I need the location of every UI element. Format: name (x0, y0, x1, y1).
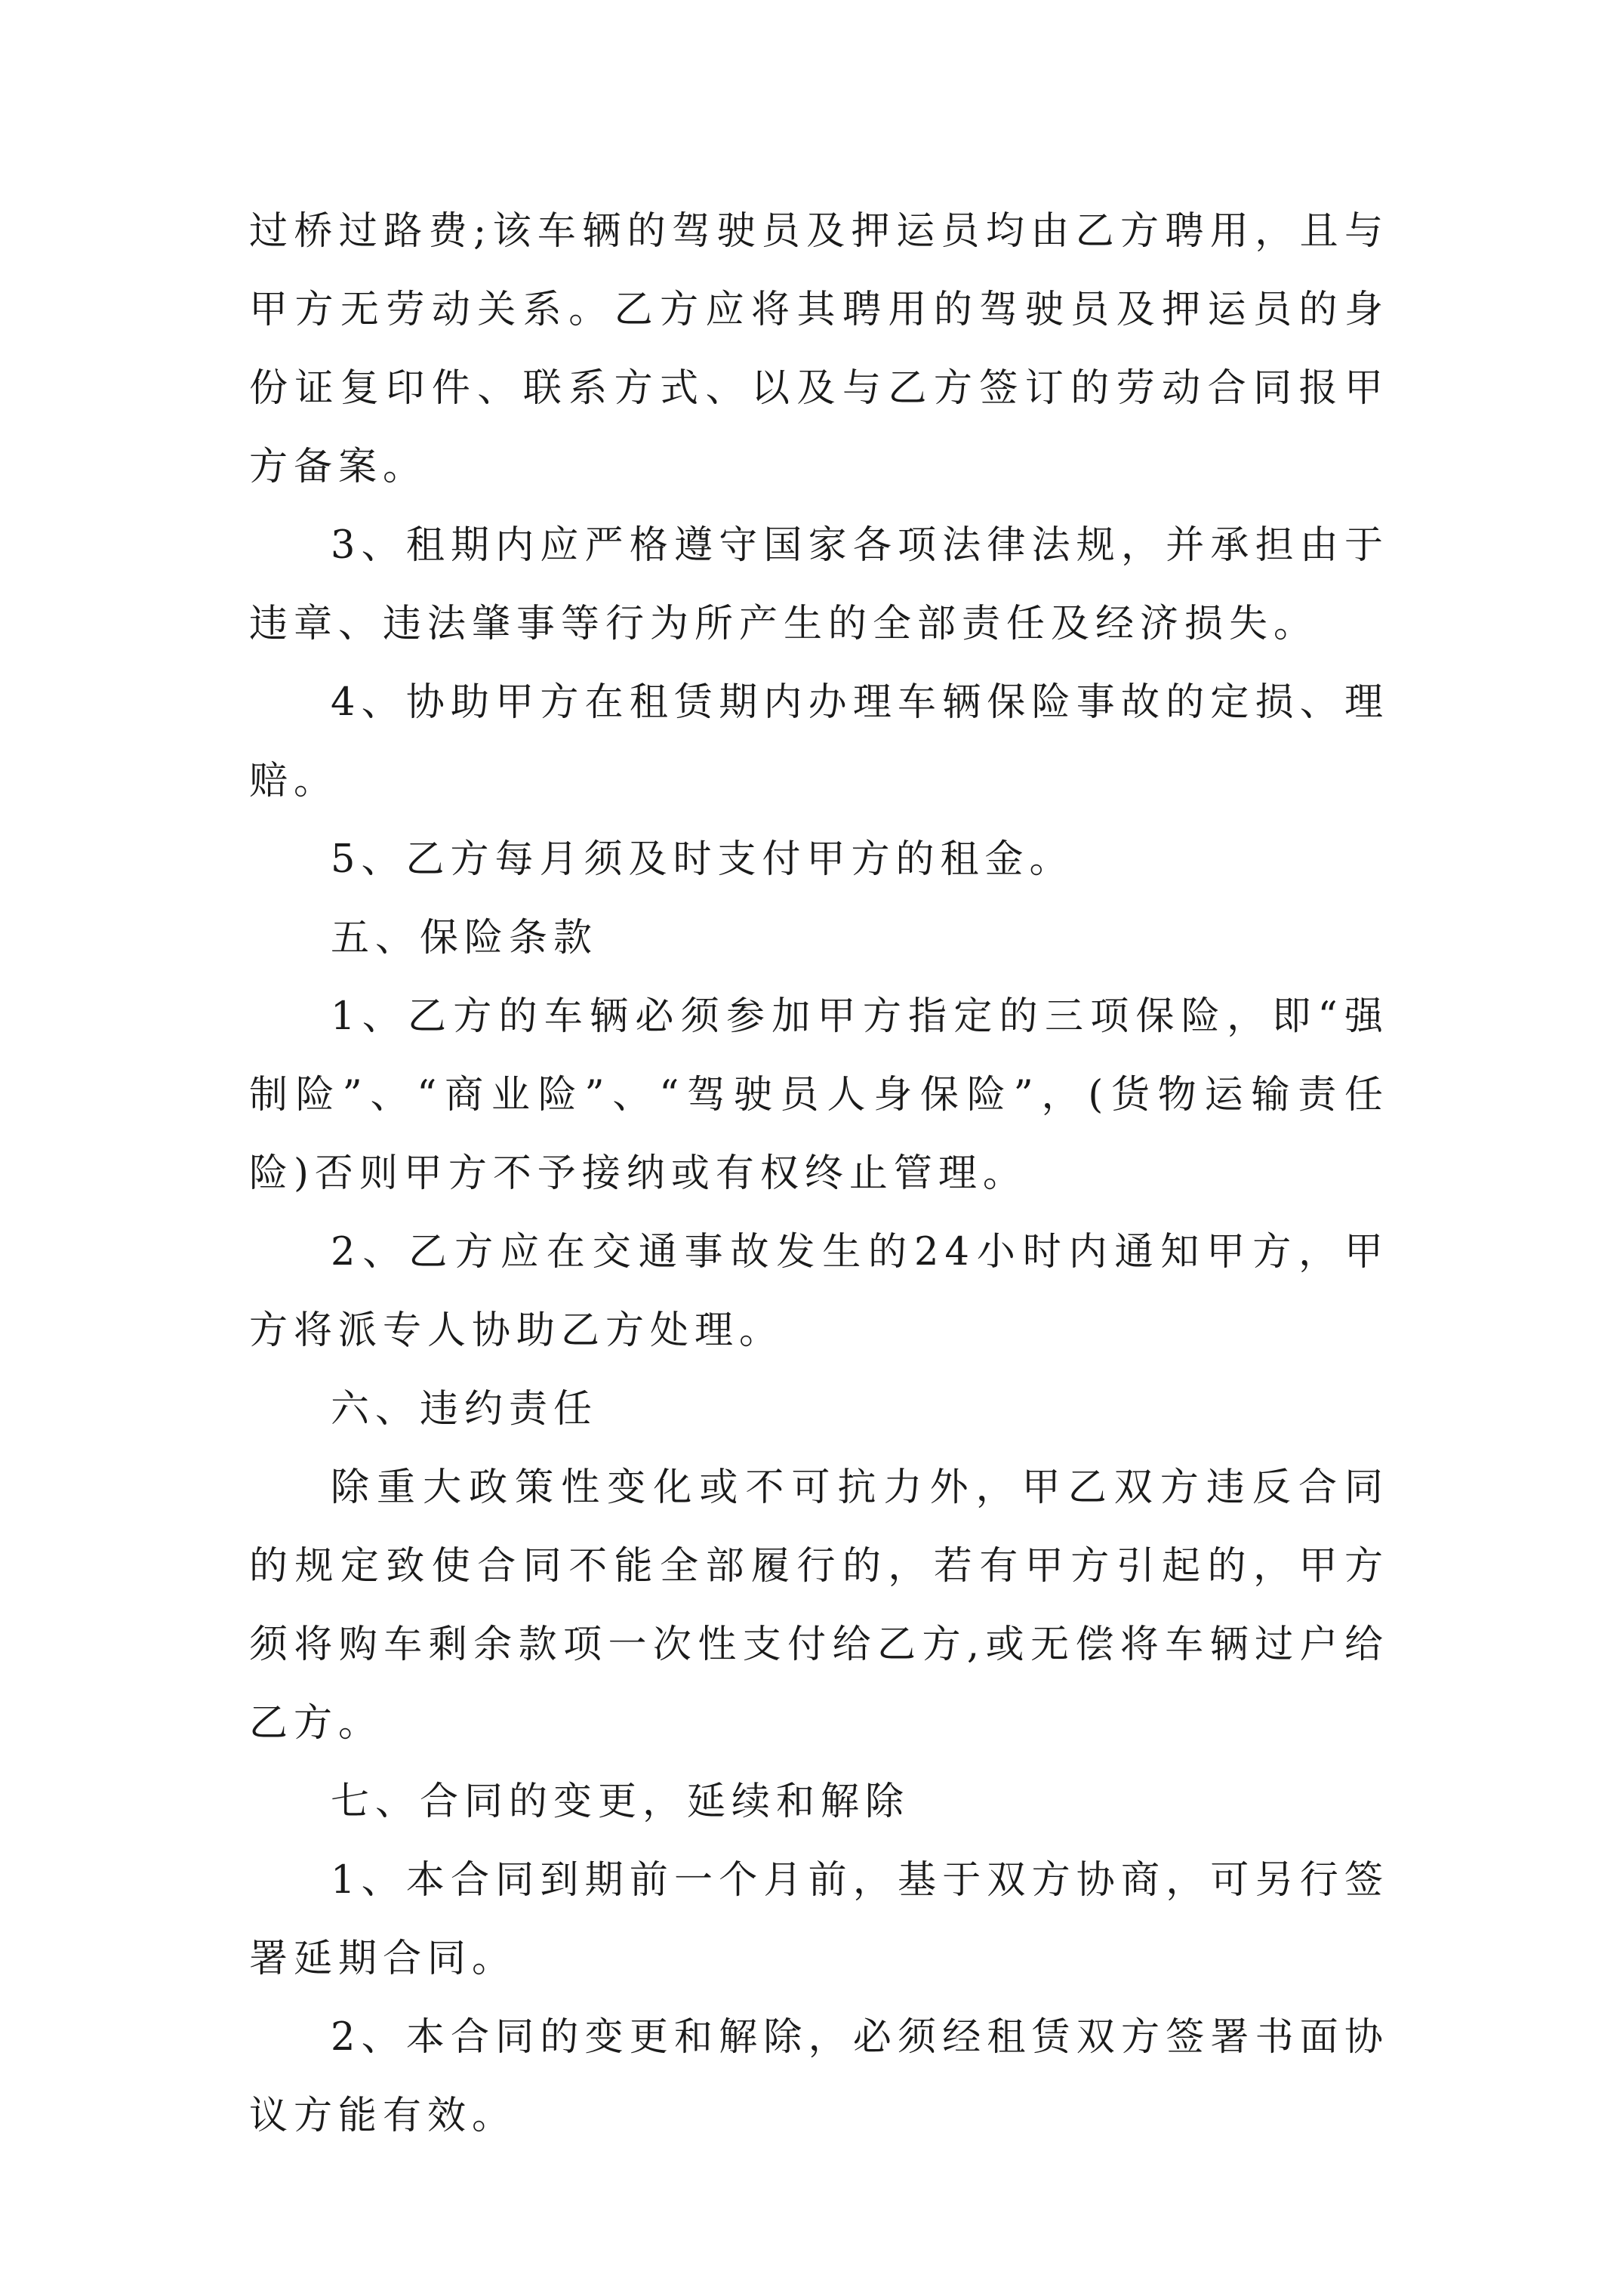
paragraph-12: 2、本合同的变更和解除，必须经租赁双方签署书面协议方能有效。 (249, 2015, 1389, 2138)
paragraph-2: 3、租期内应严格遵守国家各项法律法规，并承担由于违章、违法肇事等行为所产生的全部责任及经济损失。 (249, 523, 1389, 646)
paragraph-9: 除重大政策性变化或不可抗力外，甲乙双方违反合同的规定致使合同不能全部履行的，若有甲方引起的，甲方须将购车剩余款项一次性支付给乙方,或无偿将车辆过户给乙方。 (249, 1465, 1389, 1746)
section-heading-7: 七、合同的变更，延续和解除 (331, 1780, 910, 1824)
section-heading-6: 六、违约责任 (331, 1387, 599, 1432)
paragraph-11: 1、本合同到期前一个月前，基于双方协商，可另行签署延期合同。 (249, 1858, 1389, 1981)
document-body (249, 193, 1389, 2156)
paragraph-4: 5、乙方每月须及时支付甲方的租金。 (331, 837, 1074, 882)
paragraph-7: 2、乙方应在交通事故发生的24小时内通知甲方，甲方将派专人协助乙方处理。 (249, 1230, 1389, 1353)
paragraph-6: 1、乙方的车辆必须参加甲方指定的三项保险，即“强制险”、“商业险”、“驾驶员人身保险”，(货物运输责任险)否则甲方不予接纳或有权终止管理。 (249, 994, 1389, 1196)
section-heading-5: 五、保险条款 (331, 916, 599, 960)
paragraph-3: 4、协助甲方在租赁期内办理车辆保险事故的定损、理赔。 (249, 680, 1389, 803)
paragraph-1: 过桥过路费;该车辆的驾驶员及押运员均由乙方聘用，且与甲方无劳动关系。乙方应将其聘用的驾驶员及押运员的身份证复印件、联系方式、以及与乙方签订的劳动合同报甲方备案。 (249, 209, 1389, 489)
